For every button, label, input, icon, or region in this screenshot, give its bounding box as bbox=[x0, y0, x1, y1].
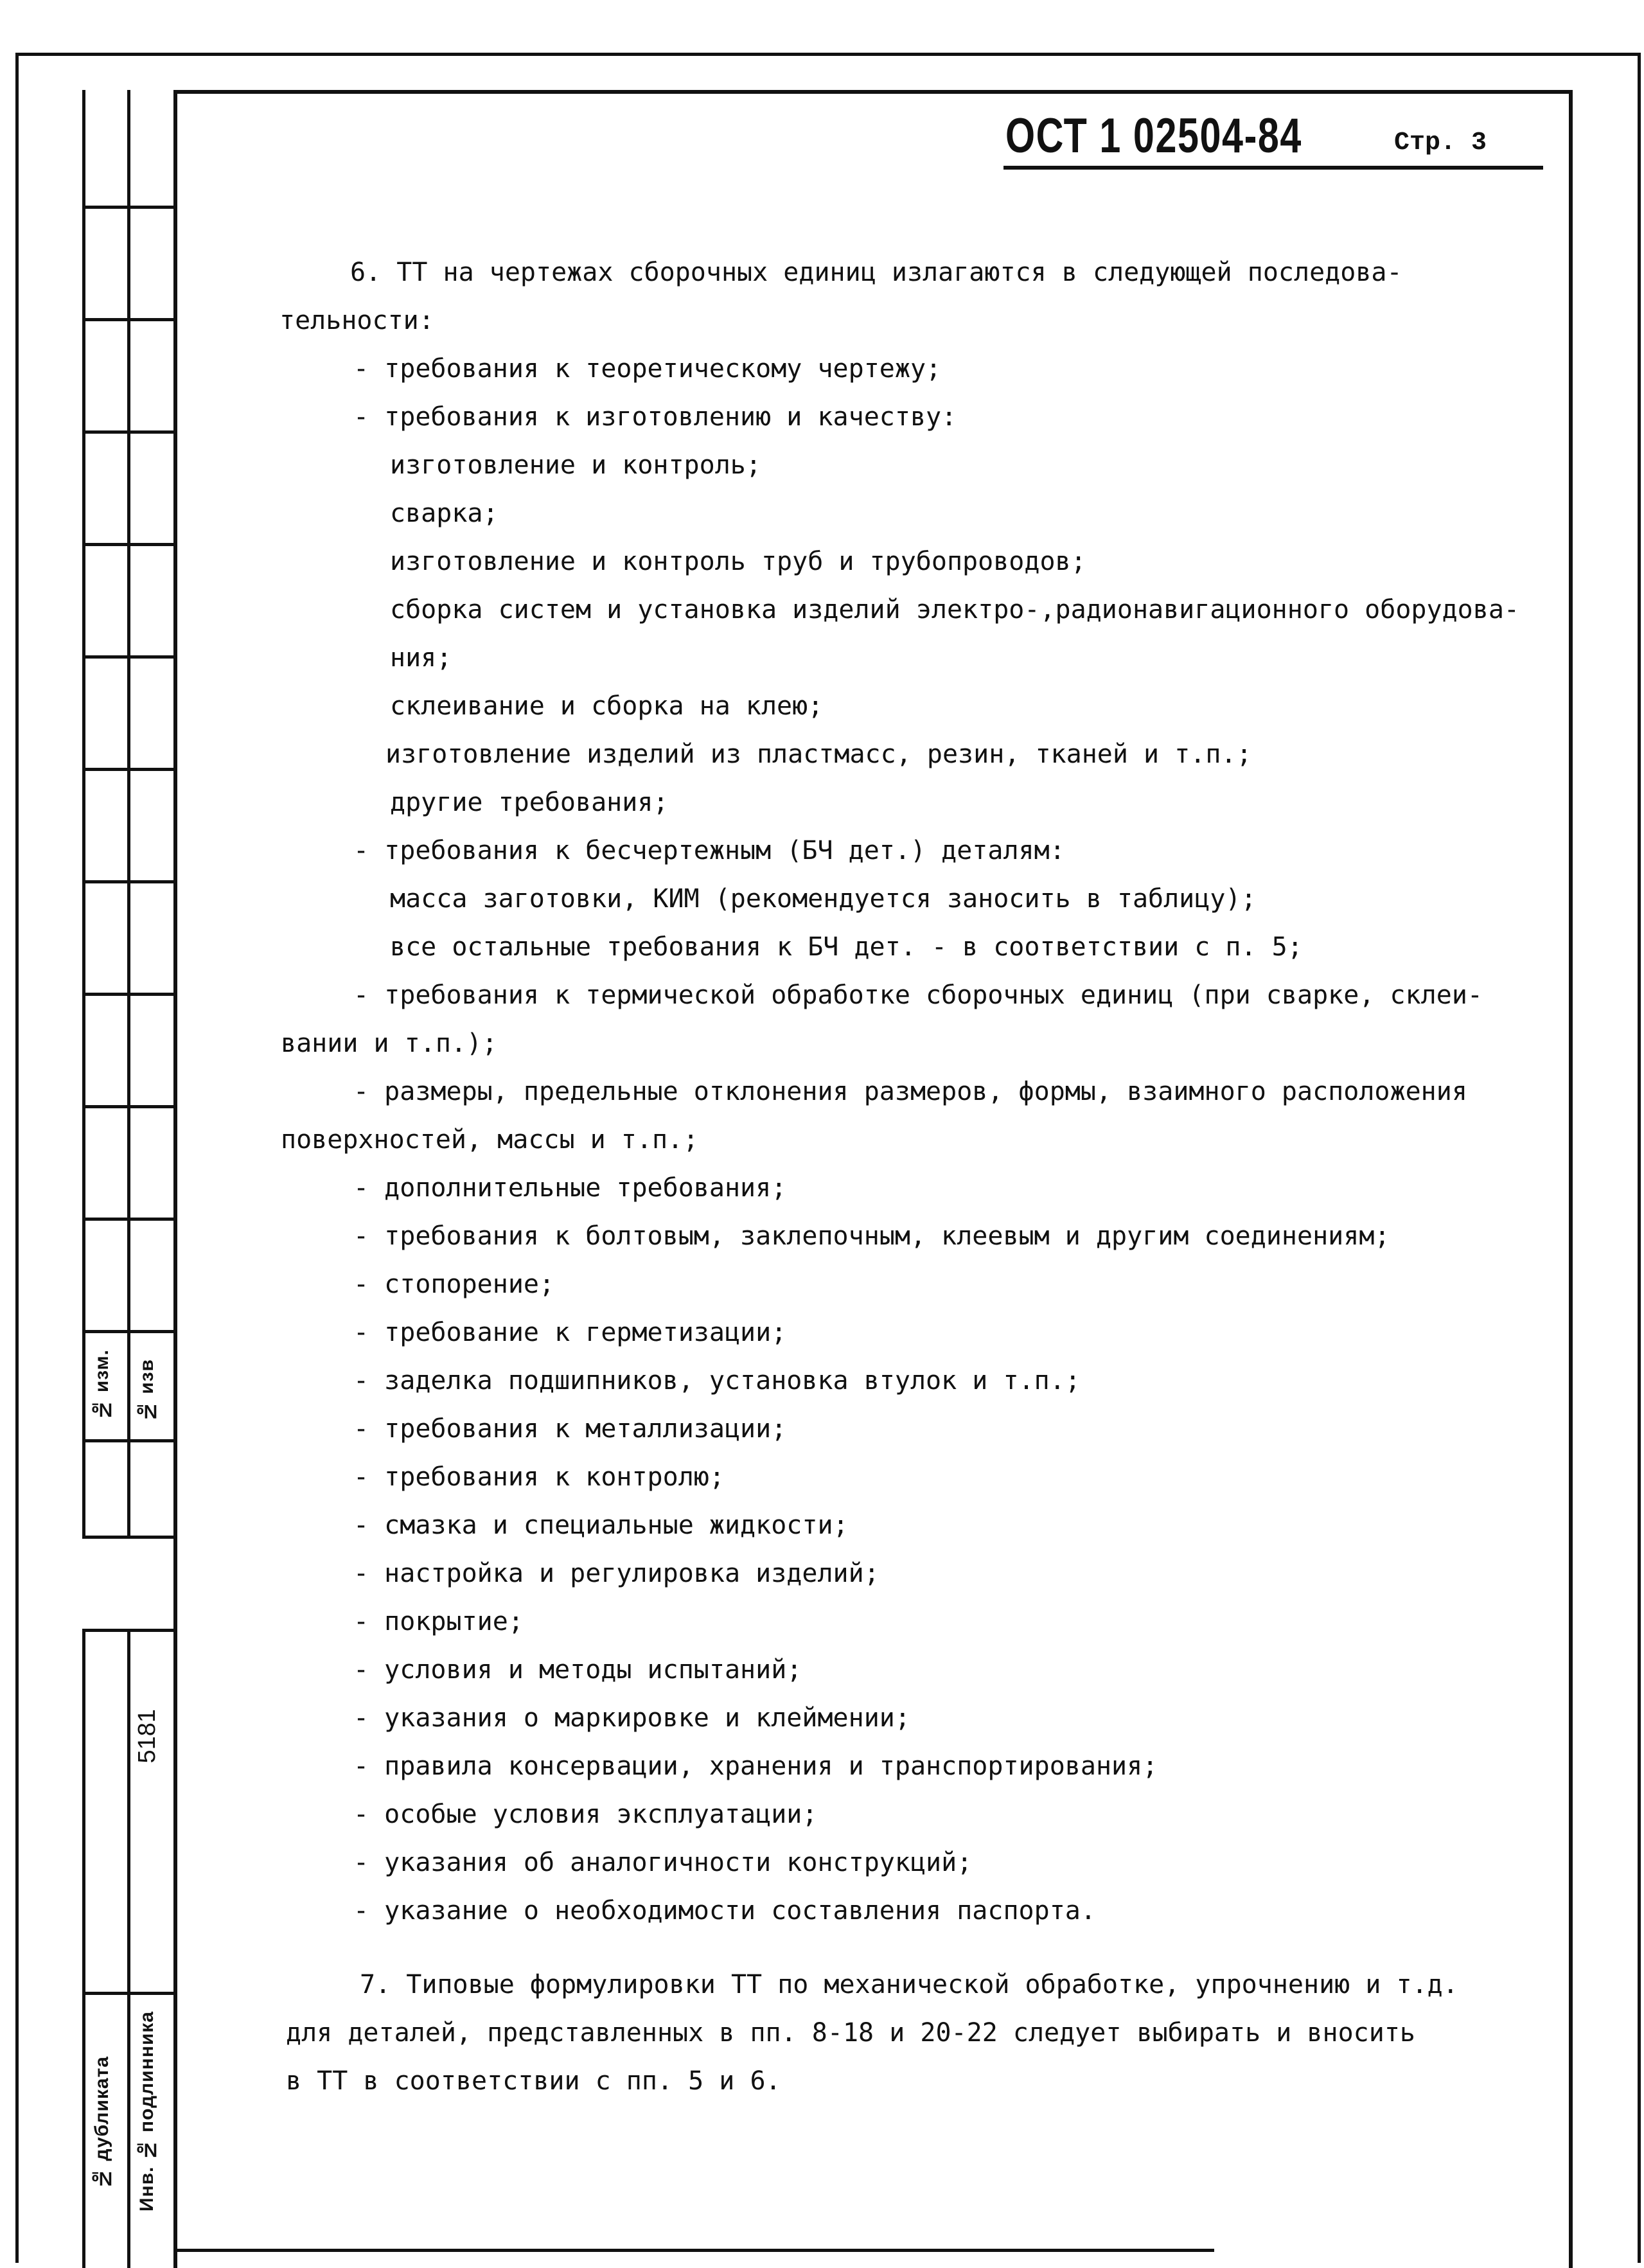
text-line: склеивание и сборка на клею; bbox=[390, 691, 824, 721]
stamp-row-line bbox=[82, 430, 173, 434]
stamp-row-line bbox=[82, 206, 173, 209]
text-line: - требования к изготовлению и качеству: bbox=[353, 402, 957, 432]
stamp-row-line bbox=[82, 655, 173, 659]
text-line: - требование к герметизации; bbox=[353, 1318, 787, 1347]
stamp-row-line bbox=[82, 993, 173, 996]
text-line: - покрытие; bbox=[353, 1607, 524, 1636]
text-line: изготовление изделий из пластмасс, резин, тканей и т.п.; bbox=[385, 740, 1252, 769]
stamp-row-line bbox=[82, 880, 173, 883]
text-line: - заделка подшипников, установка втулок и т.п.; bbox=[353, 1366, 1081, 1395]
text-line: - указания об аналогичности конструкций; bbox=[353, 1848, 973, 1877]
text-line: поверхностей, массы и т.п.; bbox=[281, 1125, 699, 1155]
text-line: - требования к бесчертежным (БЧ дет.) деталям: bbox=[353, 836, 1065, 865]
text-line: - требования к термической обработке сборочных единиц (при сварке, склеи- bbox=[353, 980, 1483, 1010]
text-line: сборка систем и установка изделий электро-,радионавигационного оборудова- bbox=[390, 595, 1519, 625]
text-line: для деталей, представленных в пп. 8-18 и 20-22 следует выбирать и вносить bbox=[286, 2018, 1415, 2048]
text-line: все остальные требования к БЧ дет. - в соответствии с п. 5; bbox=[390, 932, 1303, 962]
stamp-row-line bbox=[82, 1992, 173, 1995]
text-line: изготовление и контроль труб и трубопроводов; bbox=[390, 547, 1086, 576]
text-line: вании и т.п.); bbox=[281, 1029, 498, 1058]
stamp-dublikata-label: № дубликата bbox=[91, 2056, 112, 2189]
text-line: - требования к контролю; bbox=[353, 1462, 725, 1492]
text-line: 7. Типовые формулировки ТТ по механической обработке, упрочнению и т.д. bbox=[360, 1970, 1458, 1999]
text-line: - стопорение; bbox=[353, 1270, 555, 1299]
stamp-podlinnika-label: Инв. № подлинника bbox=[136, 2011, 157, 2212]
text-line: - условия и методы испытаний; bbox=[353, 1655, 802, 1685]
text-line: - правила консервации, хранения и транспортирования; bbox=[353, 1751, 1158, 1781]
text-line: - указание о необходимости составления паспорта. bbox=[353, 1896, 1096, 1926]
bottom-rule bbox=[173, 2249, 1214, 2252]
stamp-row-line bbox=[82, 1218, 173, 1221]
text-line: 6. ТТ на чертежах сборочных единиц излагаются в следующей последова- bbox=[350, 258, 1402, 287]
text-line: в ТТ в соответствии с пп. 5 и 6. bbox=[286, 2066, 781, 2096]
stamp-strip bbox=[82, 90, 173, 2268]
stamp-strip-divider bbox=[127, 90, 130, 2268]
stamp-strip-left-edge bbox=[82, 90, 85, 2268]
text-line: изготовление и контроль; bbox=[390, 450, 761, 480]
text-line: - смазка и специальные жидкости; bbox=[353, 1511, 849, 1540]
text-line: - требования к болтовым, заклепочным, клеевым и другим соединениям; bbox=[353, 1221, 1390, 1251]
page-number: Стр. 3 bbox=[1394, 128, 1487, 157]
text-line: - указания о маркировке и клеймении; bbox=[353, 1703, 910, 1733]
stamp-row-line bbox=[82, 1105, 173, 1108]
text-line: - настройка и регулировка изделий; bbox=[353, 1559, 879, 1588]
text-line: сварка; bbox=[390, 499, 499, 528]
stamp-gap-block bbox=[82, 1536, 173, 1632]
document-code: ОСТ 1 02504-84 bbox=[1005, 109, 1302, 163]
text-line: масса заготовки, КИМ (рекомендуется заносить в таблицу); bbox=[390, 884, 1257, 914]
stamp-row-line bbox=[82, 543, 173, 546]
header-underline bbox=[1003, 166, 1543, 170]
text-line: - размеры, предельные отклонения размеров, формы, взаимного расположения bbox=[353, 1077, 1467, 1106]
text-line: ния; bbox=[390, 643, 452, 673]
stamp-inv-number: 5181 bbox=[134, 1709, 161, 1764]
text-line: - требования к теоретическому чертежу; bbox=[353, 354, 942, 384]
text-line: - особые условия эксплуатации; bbox=[353, 1800, 818, 1829]
text-line: - требования к металлизации; bbox=[353, 1414, 787, 1444]
stamp-row-line bbox=[82, 1439, 173, 1442]
stamp-izv-label: № изв bbox=[136, 1359, 157, 1422]
text-line: - дополнительные требования; bbox=[353, 1173, 787, 1203]
text-line: другие требования; bbox=[390, 788, 669, 817]
stamp-row-line bbox=[82, 1330, 173, 1333]
stamp-row-line bbox=[82, 768, 173, 771]
stamp-izm-label: № изм. bbox=[91, 1349, 112, 1421]
stamp-row-line bbox=[82, 318, 173, 321]
text-line: тельности: bbox=[279, 306, 434, 335]
